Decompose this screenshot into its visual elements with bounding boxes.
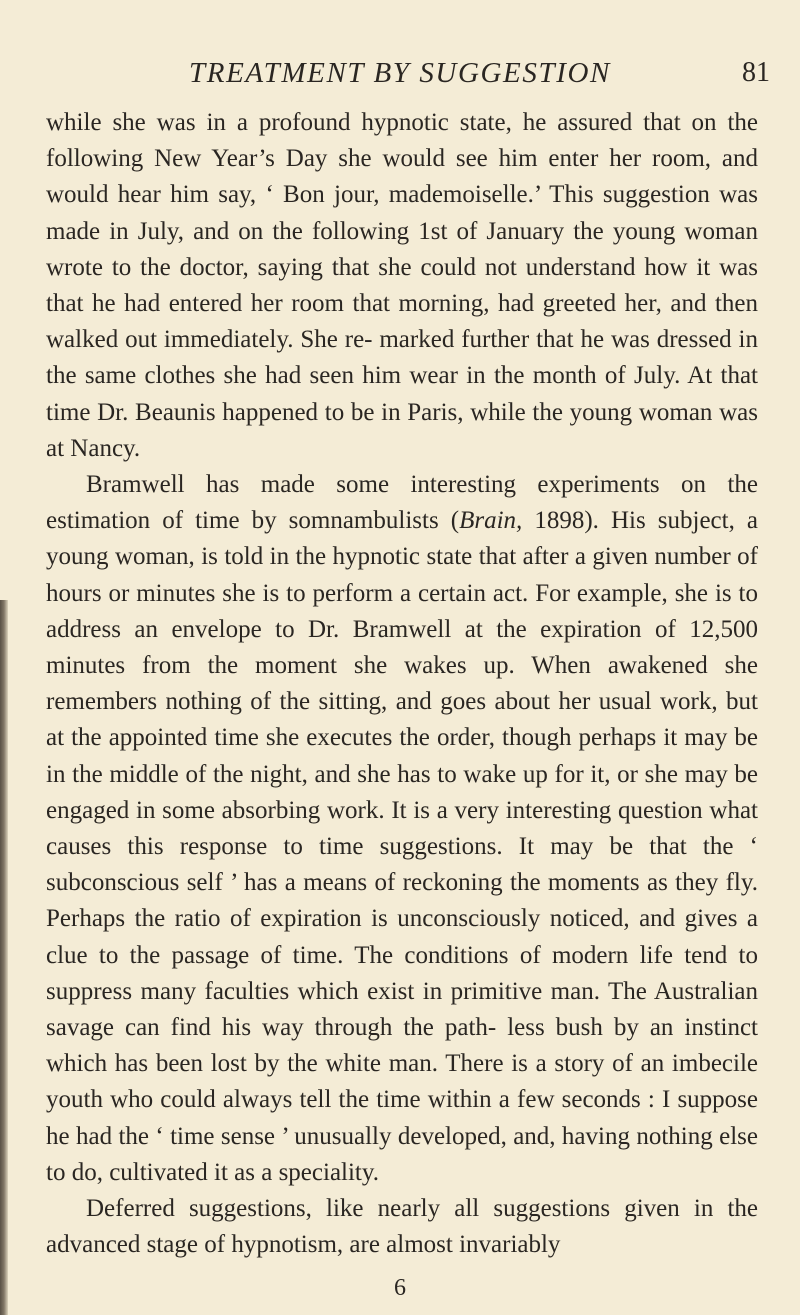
paragraph-continuation: while she was in a profound hypnotic state, he assured that on the following New Year’s Day she would see him enter her room, and would hear him say, ‘ Bon jour, mademoiselle.’ This suggestion was made in July, and on the following 1st of January the young woman wrote to the doctor, saying that she could not understand how it was that he had entered her room that morning, had greeted her, and then walked out immediately. She re- marked further that he was dressed in the same clothes she had seen him wear in the month of July. At that time Dr. Beaunis happened to be in Paris, while the young woman was at Nancy. (46, 109, 758, 462)
paragraph-deferred: Deferred suggestions, like nearly all suggestions given in the advanced stage of hypnotism, are almost invariably (46, 1195, 758, 1259)
body-text (46, 105, 758, 1264)
paragraph-text: Bramwell has made some interesting experiments on the estimation of time by somnambulists ( (46, 471, 758, 535)
page-binding-edge (0, 600, 8, 1315)
citation-journal: Brain, (459, 507, 523, 535)
running-title: TREATMENT BY SUGGESTION (189, 57, 611, 89)
paragraph-text: 1898). His subject, a young woman, is told in the hypnotic state that after a given number of hours or minutes she is to perform a certain act. For example, she is to address an envelope to Dr. Bramwell at the expiration of 12,500 minutes from the moment she wakes up. When awakened she remembers nothing of the sitting, and goes about her usual work, but at the appointed time she executes the order, though perhaps it may be in the middle of the night, and she has to wake up for it, or she may be engaged in some absorbing work. It is a very interesting question what causes this response to time suggestions. It may be that the ‘ subconscious self ’ has a means of reckoning the moments as they fly. Perhaps the ratio of expiration is unconsciously noticed, and gives a clue to the passage of time. The conditions of modern life tend to suppress many faculties which exist in primitive man. The Australian savage can find his way through the path- less bush by an instinct which has been lost by the white man. There is a story of an imbecile youth who could always tell the time within a few seconds : I suppose he had the ‘ time sense ’ unusually developed, and, having nothing else to do, cultivated it as a speciality. (46, 507, 759, 1186)
paragraph-bramwell (46, 467, 758, 1191)
running-head (0, 55, 800, 95)
signature-mark: 6 (394, 1275, 406, 1301)
page-number: 81 (742, 57, 770, 88)
